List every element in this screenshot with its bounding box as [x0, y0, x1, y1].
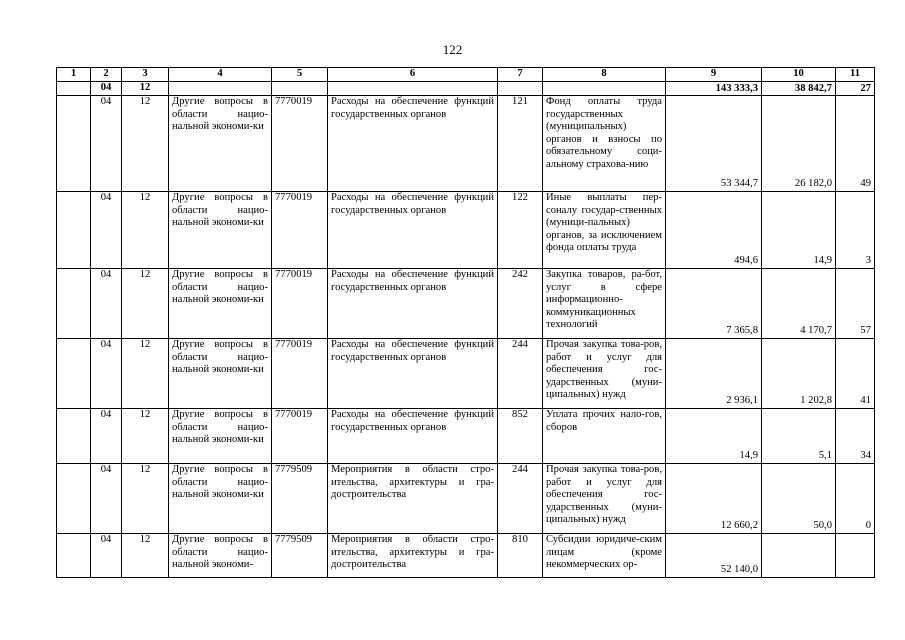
table-cell-col6: Расходы на обеспечение функций государственных органов: [328, 96, 498, 192]
table-cell-col11: [836, 534, 875, 578]
header-cell-9: 9: [666, 68, 762, 82]
table-cell-col4: Другие вопросы в области нацио-нальной экономи-ки: [169, 269, 272, 339]
table-cell-col7: 852: [498, 409, 543, 464]
table-cell-col5: 7779509: [272, 464, 328, 534]
table-cell-col8: Закупка товаров, ра-бот, услуг в сфере информационно-коммуникационных технологий: [543, 269, 666, 339]
table-cell-col10: 26 182,0: [762, 96, 836, 192]
table-cell-col6: Расходы на обеспечение функций государственных органов: [328, 269, 498, 339]
table-cell-col9: 494,6: [666, 192, 762, 269]
table-cell-col9: 14,9: [666, 409, 762, 464]
total-cell-1: [57, 82, 91, 96]
table-cell-col8: Прочая закупка това-ров, работ и услуг для обеспечения гос-ударственных (муни-ципальных) нужд: [543, 339, 666, 409]
header-cell-5: 5: [272, 68, 328, 82]
table-cell-col10: [762, 534, 836, 578]
table-cell-col3: 12: [122, 534, 169, 578]
table-cell-col10: 50,0: [762, 464, 836, 534]
table-cell-col5: 7770019: [272, 192, 328, 269]
table-cell-col6: Расходы на обеспечение функций государственных органов: [328, 339, 498, 409]
header-cell-3: 3: [122, 68, 169, 82]
table-row: [57, 534, 875, 578]
header-cell-11: 11: [836, 68, 875, 82]
table-cell-col5: 7770019: [272, 269, 328, 339]
total-cell-10: 38 842,7: [762, 82, 836, 96]
table-cell-col4: Другие вопросы в области нацио-нальной экономи-ки: [169, 339, 272, 409]
table-row: [57, 96, 875, 192]
total-cell-2: 04: [91, 82, 122, 96]
table-cell-col1: [57, 409, 91, 464]
table-cell-col9: 7 365,8: [666, 269, 762, 339]
table-cell-col2: 04: [91, 339, 122, 409]
table-cell-col3: 12: [122, 409, 169, 464]
table-cell-col6: Мероприятия в области стро-ительства, архитектуры и гра-достроительства: [328, 464, 498, 534]
table-body: [57, 68, 875, 578]
table-cell-col8: Субсидии юридиче-ским лицам (кроме некоммерческих ор-: [543, 534, 666, 578]
total-cell-6: [328, 82, 498, 96]
table-cell-col11: 49: [836, 96, 875, 192]
table-cell-col3: 12: [122, 339, 169, 409]
table-cell-col4: Другие вопросы в области нацио-нальной экономи-ки: [169, 409, 272, 464]
table-row: [57, 339, 875, 409]
table-cell-col2: 04: [91, 192, 122, 269]
page-number: 122: [442, 42, 463, 57]
table-cell-col8: Уплата прочих нало-гов, сборов: [543, 409, 666, 464]
table-cell-col6: Расходы на обеспечение функций государственных органов: [328, 409, 498, 464]
total-cell-9: 143 333,3: [666, 82, 762, 96]
total-cell-3: 12: [122, 82, 169, 96]
table-cell-col3: 12: [122, 269, 169, 339]
table-cell-col2: 04: [91, 534, 122, 578]
table-cell-col2: 04: [91, 409, 122, 464]
header-cell-4: 4: [169, 68, 272, 82]
table-cell-col11: 3: [836, 192, 875, 269]
total-cell-11: 27: [836, 82, 875, 96]
table-cell-col9: 12 660,2: [666, 464, 762, 534]
header-cell-1: 1: [57, 68, 91, 82]
table-cell-col10: 5,1: [762, 409, 836, 464]
budget-table: [56, 67, 875, 578]
total-row: [57, 82, 875, 96]
table-cell-col7: 121: [498, 96, 543, 192]
table-cell-col5: 7779509: [272, 534, 328, 578]
total-cell-5: [272, 82, 328, 96]
header-cell-8: 8: [543, 68, 666, 82]
table-cell-col9: 2 936,1: [666, 339, 762, 409]
table-cell-col11: 57: [836, 269, 875, 339]
table-cell-col9: 52 140,0: [666, 534, 762, 578]
table-cell-col2: 04: [91, 269, 122, 339]
table-cell-col3: 12: [122, 96, 169, 192]
table-cell-col8: Прочая закупка това-ров, работ и услуг для обеспечения гос-ударственных (муни-ципальных) нужд: [543, 464, 666, 534]
table-cell-col7: 242: [498, 269, 543, 339]
table-cell-col1: [57, 269, 91, 339]
table-cell-col1: [57, 96, 91, 192]
table-cell-col8: Фонд оплаты труда государственных (муниципальных) органов и взносы по обязательному соци-альному страхова-нию: [543, 96, 666, 192]
table-cell-col5: 7770019: [272, 409, 328, 464]
total-cell-4: [169, 82, 272, 96]
table-cell-col7: 244: [498, 339, 543, 409]
table-cell-col4: Другие вопросы в области нацио-нальной экономи-: [169, 534, 272, 578]
table-cell-col7: 244: [498, 464, 543, 534]
table-cell-col10: 4 170,7: [762, 269, 836, 339]
total-cell-8: [543, 82, 666, 96]
table-cell-col7: 122: [498, 192, 543, 269]
table-cell-col4: Другие вопросы в области нацио-нальной экономи-ки: [169, 192, 272, 269]
table-cell-col2: 04: [91, 464, 122, 534]
table-cell-col9: 53 344,7: [666, 96, 762, 192]
table-cell-col2: 04: [91, 96, 122, 192]
table-cell-col8: Иные выплаты пер-соналу государ-ственных (муници-пальных) органов, за исключением фонда оплаты труда: [543, 192, 666, 269]
table-row: [57, 269, 875, 339]
table-cell-col1: [57, 464, 91, 534]
table-cell-col1: [57, 339, 91, 409]
header-cell-2: 2: [91, 68, 122, 82]
table-cell-col10: 14,9: [762, 192, 836, 269]
table-cell-col6: Расходы на обеспечение функций государственных органов: [328, 192, 498, 269]
table-cell-col6: Мероприятия в области стро-ительства, архитектуры и гра-достроительства: [328, 534, 498, 578]
table-cell-col11: 0: [836, 464, 875, 534]
table-row: [57, 409, 875, 464]
table-cell-col7: 810: [498, 534, 543, 578]
table-cell-col4: Другие вопросы в области нацио-нальной экономи-ки: [169, 96, 272, 192]
table-cell-col11: 34: [836, 409, 875, 464]
table-row: [57, 192, 875, 269]
table-cell-col1: [57, 192, 91, 269]
table-cell-col5: 7770019: [272, 96, 328, 192]
table-cell-col3: 12: [122, 192, 169, 269]
total-cell-7: [498, 82, 543, 96]
table-cell-col10: 1 202,8: [762, 339, 836, 409]
table-cell-col1: [57, 534, 91, 578]
table-cell-col11: 41: [836, 339, 875, 409]
header-cell-7: 7: [498, 68, 543, 82]
table-cell-col4: Другие вопросы в области нацио-нальной экономи-ки: [169, 464, 272, 534]
table-cell-col5: 7770019: [272, 339, 328, 409]
header-cell-6: 6: [328, 68, 498, 82]
table-cell-col3: 12: [122, 464, 169, 534]
header-cell-10: 10: [762, 68, 836, 82]
table-row: [57, 464, 875, 534]
header-row: [57, 68, 875, 82]
